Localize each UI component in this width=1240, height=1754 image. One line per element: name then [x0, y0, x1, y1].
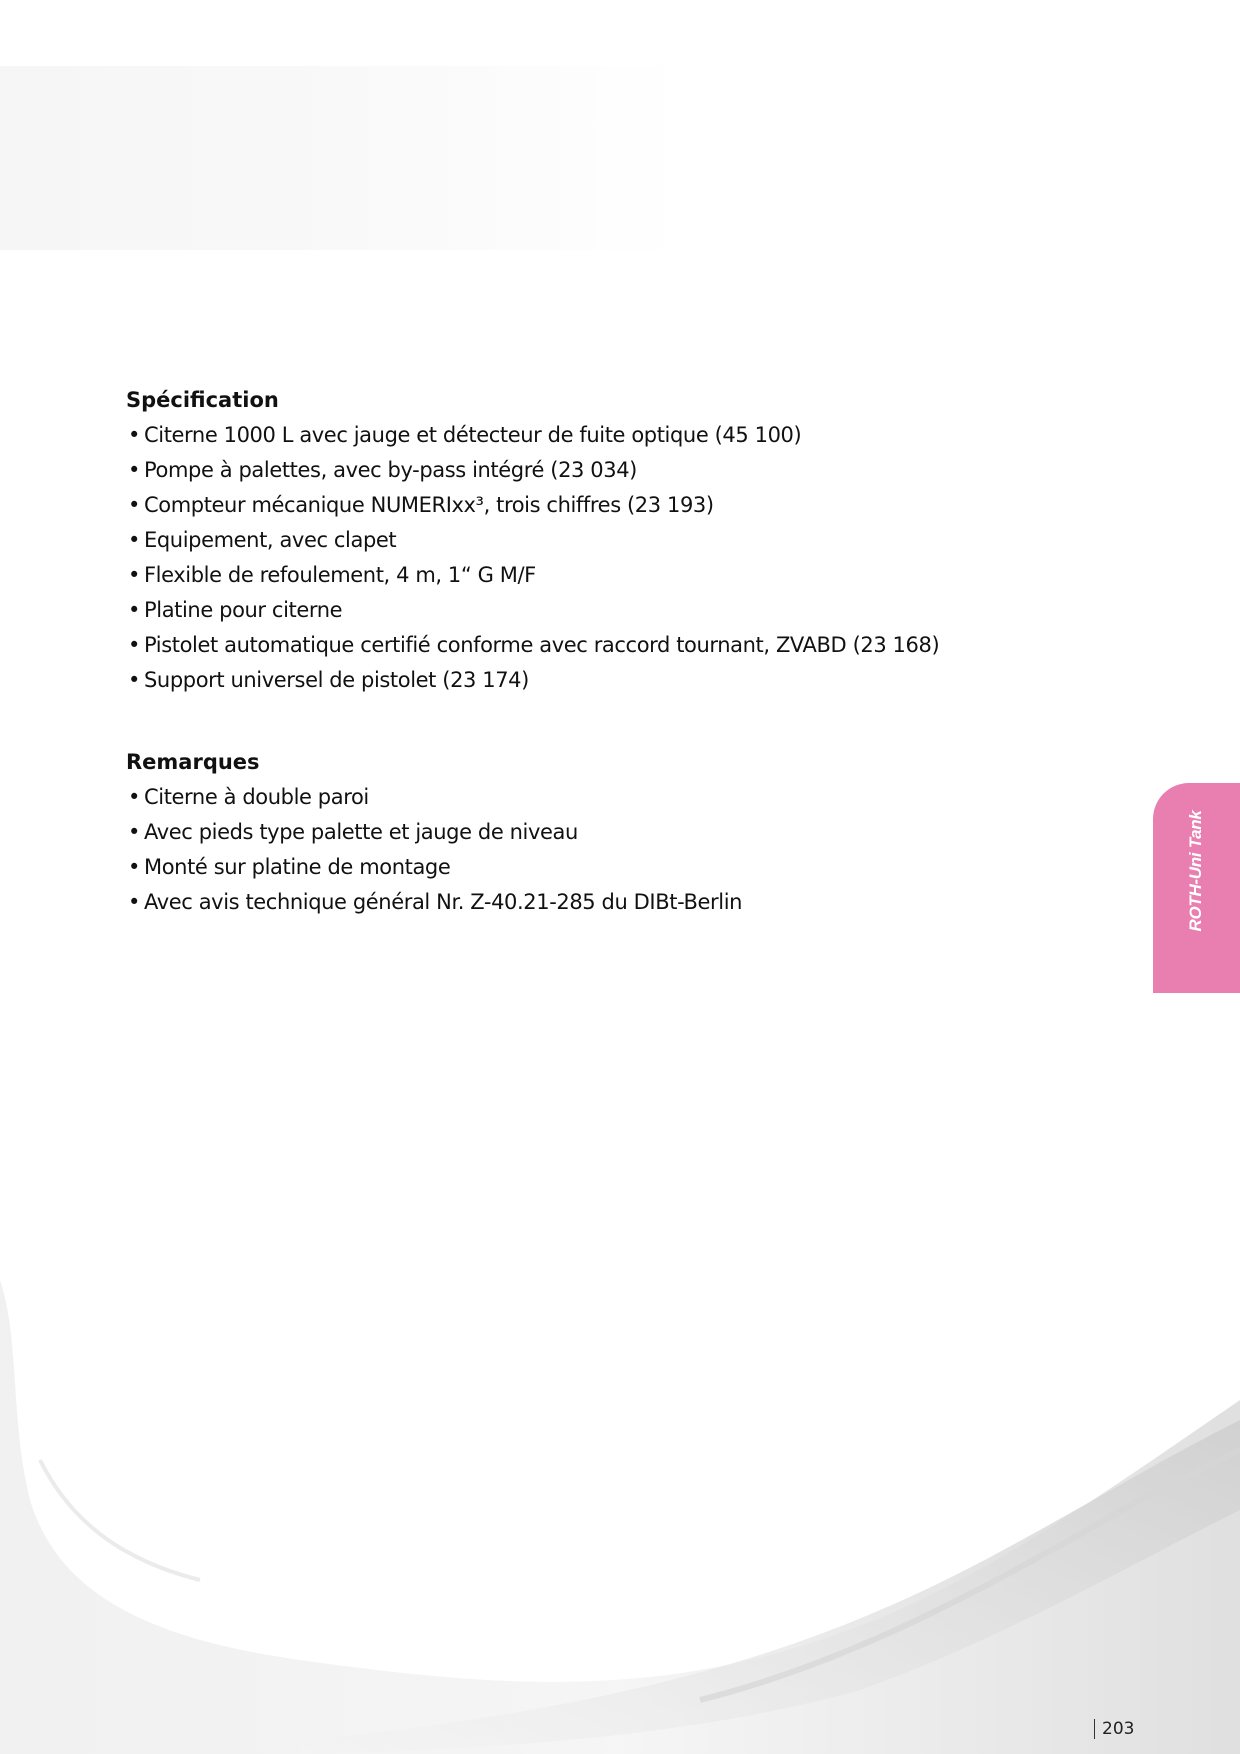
section-remarks [126, 745, 1086, 920]
bullet-icon: • [128, 598, 140, 622]
list-item [126, 558, 1086, 593]
bullet-icon: • [128, 423, 140, 447]
chapter-side-tab [1153, 783, 1240, 993]
list-item-text: Avec avis technique général Nr. Z-40.21-285 du DIBt-Berlin [144, 890, 743, 914]
bullet-icon: • [128, 458, 140, 482]
bullet-icon: • [128, 820, 140, 844]
bullet-icon: • [128, 890, 140, 914]
section-heading: Spécification [126, 388, 279, 412]
list-item-text: Compteur mécanique NUMERIxx³, trois chiffres (23 193) [144, 493, 714, 517]
list-item [126, 850, 1086, 885]
list-item-text: Citerne 1000 L avec jauge et détecteur de fuite optique (45 100) [144, 423, 802, 447]
list-item [126, 453, 1086, 488]
bullet-list [126, 418, 1086, 698]
list-item-text: Support universel de pistolet (23 174) [144, 668, 529, 692]
bullet-icon: • [128, 668, 140, 692]
bullet-icon: • [128, 855, 140, 879]
list-item [126, 628, 1086, 663]
list-item [126, 663, 1086, 698]
bullet-icon: • [128, 633, 140, 657]
list-item [126, 815, 1086, 850]
header-background-fade [0, 66, 680, 250]
specification-content [126, 383, 1086, 920]
list-item [126, 418, 1086, 453]
bullet-icon: • [128, 528, 140, 552]
list-item-text: Monté sur platine de montage [144, 855, 451, 879]
page-number: 203 [1094, 1719, 1134, 1739]
list-item [126, 885, 1086, 920]
section-specification [126, 383, 1086, 698]
list-item [126, 593, 1086, 628]
bullet-icon: • [128, 785, 140, 809]
bullet-icon: • [128, 493, 140, 517]
section-heading: Remarques [126, 750, 260, 774]
list-item-text: Avec pieds type palette et jauge de niveau [144, 820, 578, 844]
list-item-text: Pistolet automatique certifié conforme avec raccord tournant, ZVABD (23 168) [144, 633, 940, 657]
bullet-list [126, 780, 1086, 920]
list-item [126, 488, 1086, 523]
list-item-text: Pompe à palettes, avec by-pass intégré (23 034) [144, 458, 637, 482]
water-splash-decoration [0, 1280, 1240, 1754]
chapter-tab-label: ROTH-Uni Tank [1186, 810, 1205, 932]
bullet-icon: • [128, 563, 140, 587]
list-item [126, 523, 1086, 558]
list-item-text: Equipement, avec clapet [144, 528, 397, 552]
list-item-text: Citerne à double paroi [144, 785, 369, 809]
list-item-text: Platine pour citerne [144, 598, 343, 622]
list-item-text: Flexible de refoulement, 4 m, 1“ G M/F [144, 563, 536, 587]
list-item [126, 780, 1086, 815]
